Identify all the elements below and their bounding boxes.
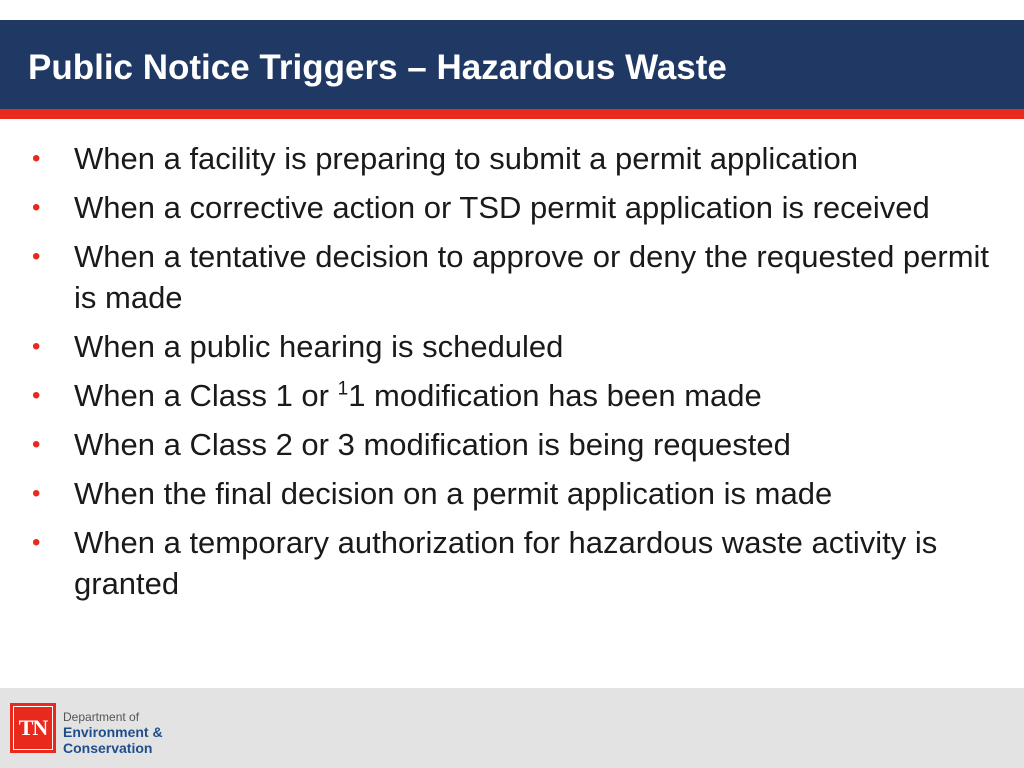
bullet-dot-icon: • — [32, 194, 41, 221]
tn-logo-text: TN — [13, 706, 53, 750]
bullet-dot-icon: • — [32, 480, 41, 507]
bullet-dot-icon: • — [32, 243, 41, 270]
bullet-dot-icon: • — [32, 333, 41, 360]
bullet-item — [28, 326, 1008, 367]
bullet-item — [28, 375, 1008, 416]
bullet-item — [28, 424, 1008, 465]
accent-stripe — [0, 109, 1024, 119]
footer — [0, 688, 1024, 768]
footnote-superscript: 1 — [337, 378, 349, 400]
bullet-text-prefix: When a Class 1 or — [74, 378, 338, 413]
bullet-text: When the final decision on a permit application is made — [74, 476, 833, 511]
logo-line-environment: Environment & — [63, 724, 163, 740]
bullet-item — [28, 522, 1008, 604]
bullet-text: When a tentative decision to approve or deny the requested permit is made — [74, 239, 990, 315]
bullet-item — [28, 187, 1008, 228]
bullet-dot-icon: • — [32, 431, 41, 458]
bullet-dot-icon: • — [32, 382, 41, 409]
bullet-text: When a Class 2 or 3 modification is being requested — [74, 427, 791, 462]
bullet-dot-icon: • — [32, 145, 41, 172]
department-logo-text — [63, 710, 213, 756]
bullet-text: When a public hearing is scheduled — [74, 329, 564, 364]
bullet-item — [28, 236, 1008, 318]
logo-line-conservation: Conservation — [63, 740, 153, 756]
bullet-item — [28, 473, 1008, 514]
bullet-text-suffix: 1 modification has been made — [348, 378, 762, 413]
tn-logo-icon — [10, 703, 56, 753]
slide-title: Public Notice Triggers – Hazardous Waste — [28, 48, 727, 87]
bullet-text: When a temporary authorization for hazardous waste activity is granted — [74, 525, 938, 601]
bullet-text: When a corrective action or TSD permit application is received — [74, 190, 930, 225]
bullet-dot-icon: • — [32, 529, 41, 556]
bullet-list — [28, 138, 1008, 612]
logo-line-department: Department of — [63, 710, 140, 724]
bullet-text: When a facility is preparing to submit a permit application — [74, 141, 858, 176]
bullet-item — [28, 138, 1008, 179]
